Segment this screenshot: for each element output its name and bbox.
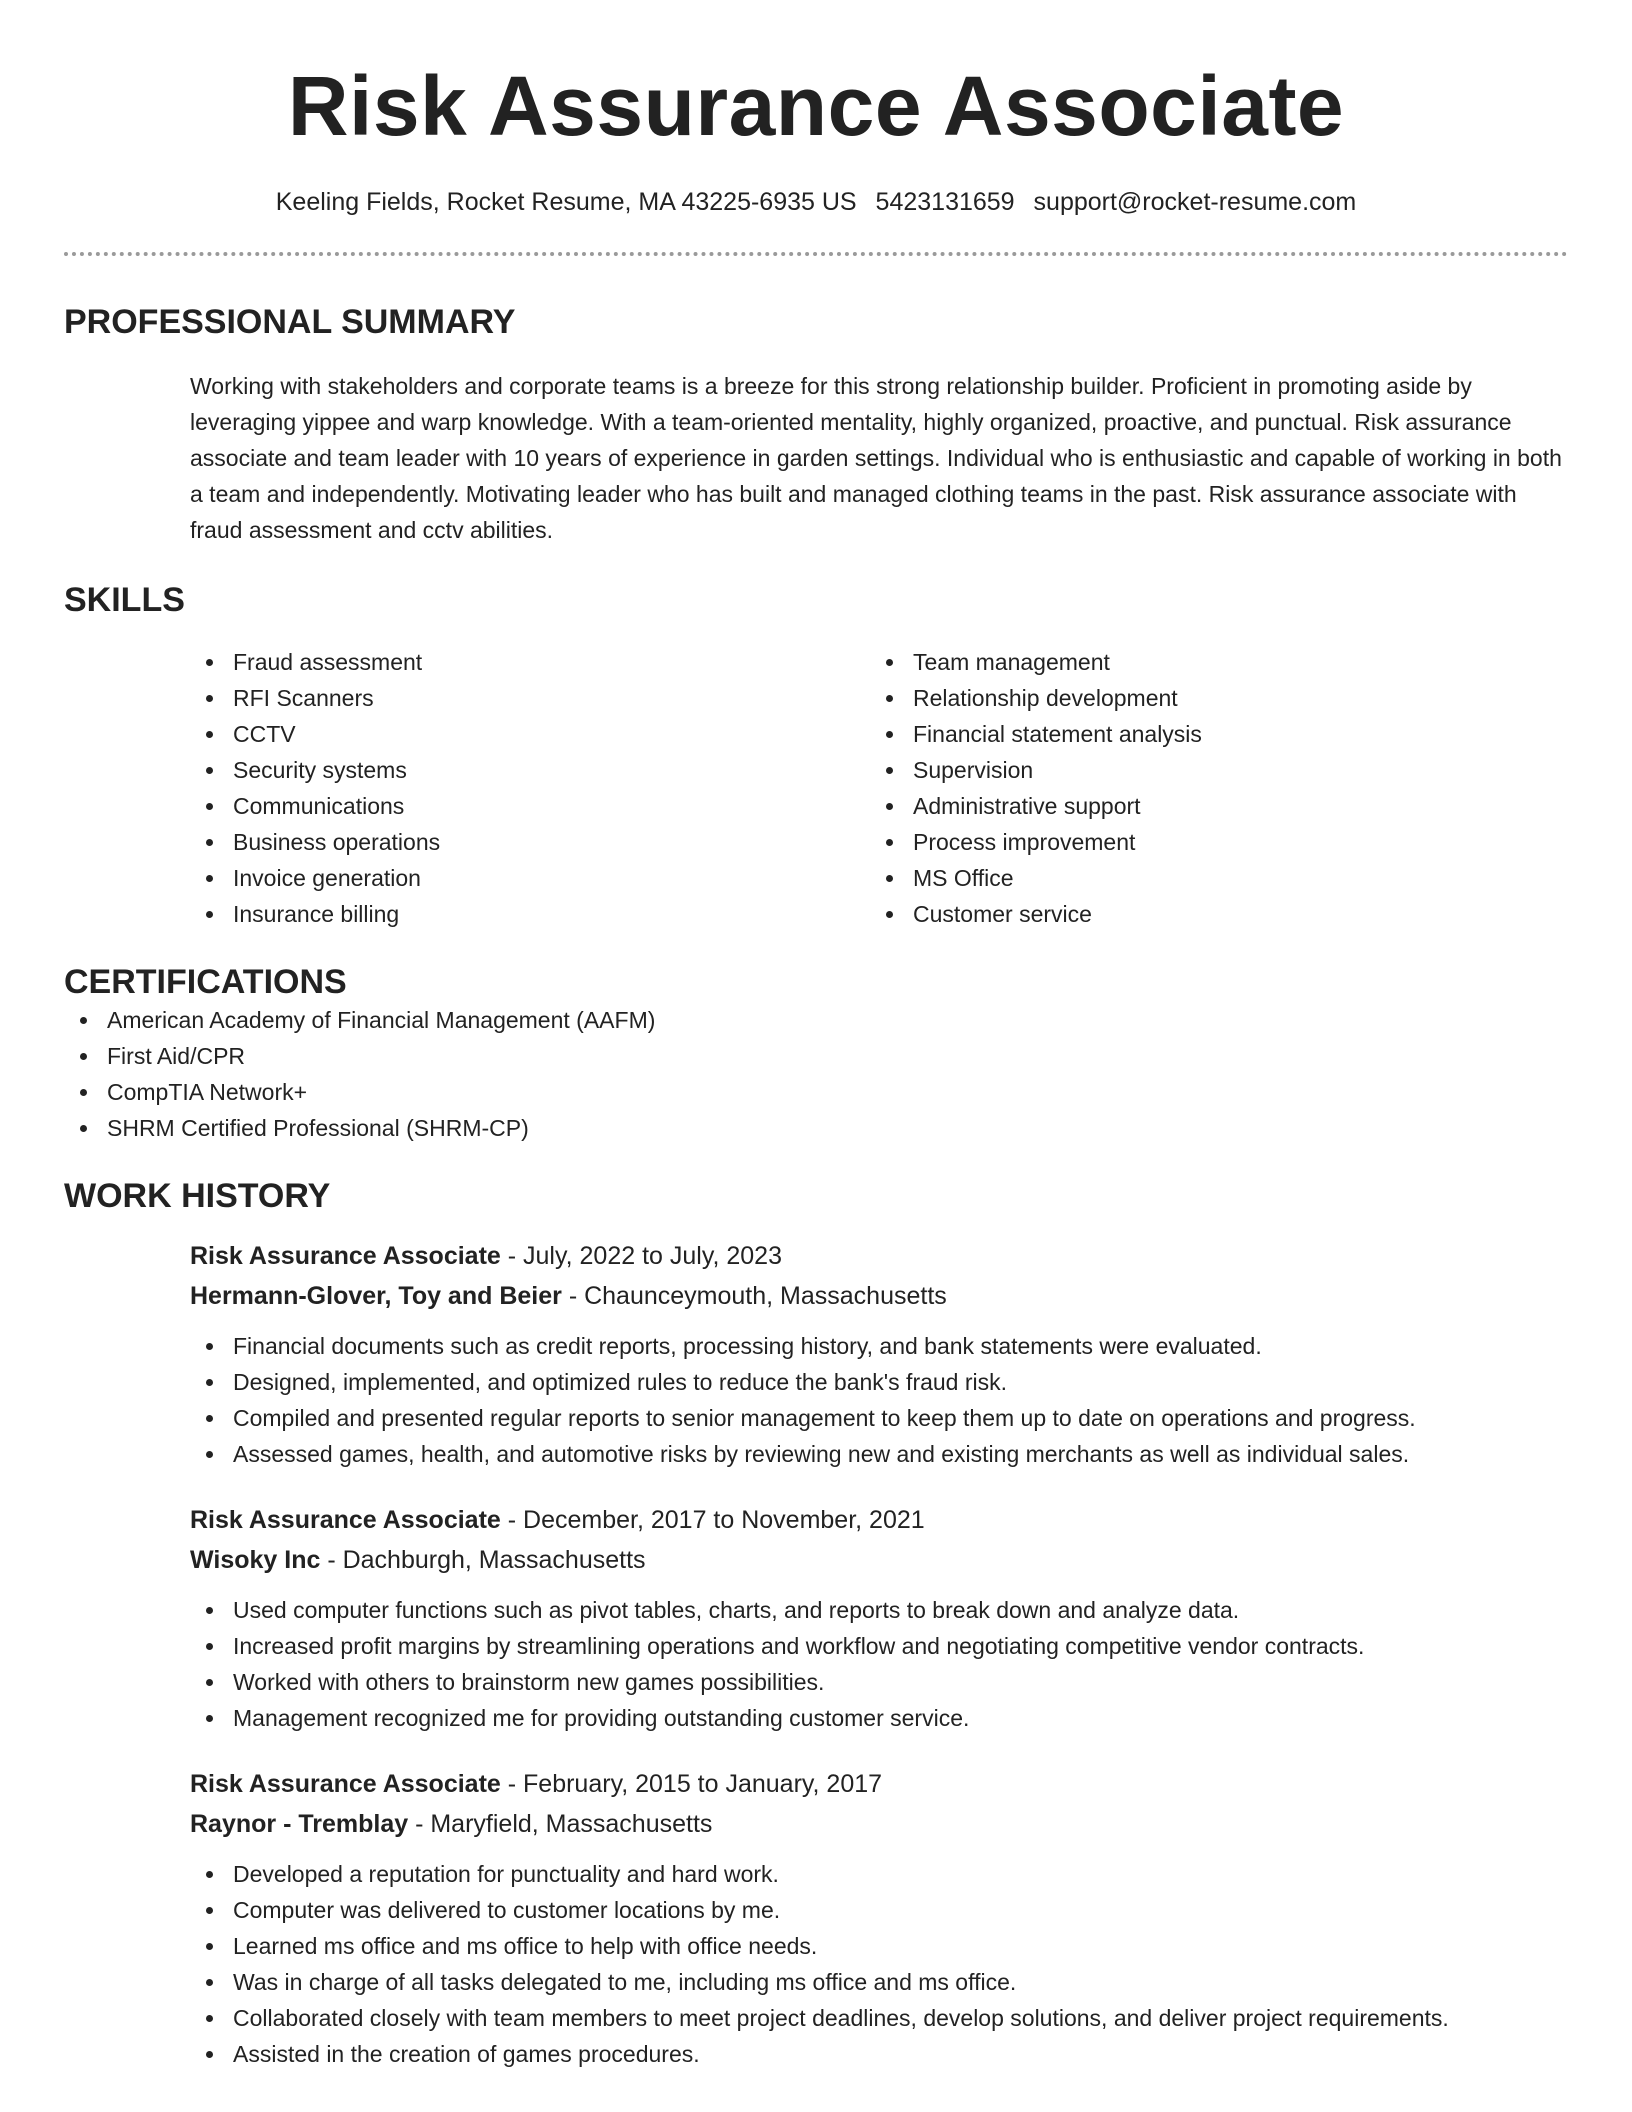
job-location: - Maryfield, Massachusetts <box>408 1810 713 1838</box>
header-divider <box>64 252 1568 256</box>
job-bullet: Computer was delivered to customer locations by me. <box>190 1892 1568 1928</box>
job-bullet: Designed, implemented, and optimized rules to reduce the bank's fraud risk. <box>190 1364 1568 1400</box>
certifications-list <box>64 1002 1568 1146</box>
contact-line <box>64 186 1568 218</box>
resume-page <box>64 0 1568 2072</box>
skill-item: MS Office <box>870 860 1550 896</box>
skill-item: Relationship development <box>870 680 1550 716</box>
job-location: - Chaunceymouth, Massachusetts <box>561 1282 947 1310</box>
skill-item: Team management <box>870 644 1550 680</box>
skill-item: Fraud assessment <box>190 644 870 680</box>
job-entry <box>190 1236 1568 1472</box>
skill-item: RFI Scanners <box>190 680 870 716</box>
job-bullet: Learned ms office and ms office to help with office needs. <box>190 1928 1568 1964</box>
work-history-heading: WORK HISTORY <box>64 1177 331 1215</box>
certification-item: American Academy of Financial Management (AAFM) <box>64 1002 1568 1038</box>
certification-item: CompTIA Network+ <box>64 1074 1568 1110</box>
job-location: - Dachburgh, Massachusetts <box>320 1546 646 1574</box>
job-bullet: Assisted in the creation of games procedures. <box>190 2036 1568 2072</box>
skill-item: Administrative support <box>870 788 1550 824</box>
skill-item: CCTV <box>190 716 870 752</box>
job-bullet: Was in charge of all tasks delegated to me, including ms office and ms office. <box>190 1964 1568 2000</box>
job-bullet: Used computer functions such as pivot tables, charts, and reports to break down and analyze data. <box>190 1592 1568 1628</box>
skill-item: Business operations <box>190 824 870 860</box>
job-dates: - July, 2022 to July, 2023 <box>500 1242 782 1270</box>
job-title-line <box>190 1236 1568 1276</box>
job-bullets <box>190 1856 1568 2072</box>
contact-email: support@rocket-resume.com <box>1033 188 1357 216</box>
job-title-line <box>190 1764 1568 1804</box>
skill-item: Customer service <box>870 896 1550 932</box>
skill-item: Supervision <box>870 752 1550 788</box>
job-title-line <box>190 1500 1568 1540</box>
skill-item: Insurance billing <box>190 896 870 932</box>
skill-item: Communications <box>190 788 870 824</box>
skills-heading: SKILLS <box>64 581 185 619</box>
job-company: Hermann-Glover, Toy and Beier <box>190 1282 562 1310</box>
job-bullet: Increased profit margins by streamlining operations and workflow and negotiating competitive vendor contracts. <box>190 1628 1568 1664</box>
job-bullet: Collaborated closely with team members to meet project deadlines, develop solutions, and deliver project requirements. <box>190 2000 1568 2036</box>
job-role: Risk Assurance Associate <box>190 1770 501 1798</box>
skill-item: Financial statement analysis <box>870 716 1550 752</box>
job-company-line <box>190 1276 1568 1316</box>
certifications-heading: CERTIFICATIONS <box>64 963 347 1001</box>
skills-left-list <box>190 644 870 932</box>
job-company-line <box>190 1540 1568 1580</box>
job-bullets <box>190 1328 1568 1472</box>
job-dates: - December, 2017 to November, 2021 <box>500 1506 925 1534</box>
job-bullets <box>190 1592 1568 1736</box>
job-entry <box>190 1500 1568 1736</box>
summary-text: Working with stakeholders and corporate teams is a breeze for this strong relationship builder. Proficient in promoting aside by leveraging yippee and warp knowledge. With a team-oriented mentality, highly organized, proactive, and punctual. Risk assurance associate and team leader with 10 years of experience in garden settings. Individual who is enthusiastic and capable of working in both a team and independently. Motivating leader who has built and managed clothing teams in the past. Risk assurance associate with fraud assessment and cctv abilities. <box>190 373 1562 543</box>
skill-item: Invoice generation <box>190 860 870 896</box>
certification-item: SHRM Certified Professional (SHRM-CP) <box>64 1110 1568 1146</box>
skill-item: Process improvement <box>870 824 1550 860</box>
job-bullet: Worked with others to brainstorm new games possibilities. <box>190 1664 1568 1700</box>
job-role: Risk Assurance Associate <box>190 1242 501 1270</box>
summary-heading: PROFESSIONAL SUMMARY <box>64 303 516 341</box>
job-entry <box>190 1764 1568 2072</box>
skills-columns <box>190 644 1568 932</box>
job-company: Raynor - Tremblay <box>190 1810 409 1838</box>
job-dates: - February, 2015 to January, 2017 <box>500 1770 883 1798</box>
job-bullet: Developed a reputation for punctuality and hard work. <box>190 1856 1568 1892</box>
job-company: Wisoky Inc <box>190 1546 321 1574</box>
skill-item: Security systems <box>190 752 870 788</box>
job-company-line <box>190 1804 1568 1844</box>
skills-right-list <box>870 644 1550 932</box>
job-bullet: Compiled and presented regular reports to senior management to keep them up to date on operations and progress. <box>190 1400 1568 1436</box>
resume-name: Risk Assurance Associate <box>287 59 1345 153</box>
job-role: Risk Assurance Associate <box>190 1506 501 1534</box>
contact-address: Keeling Fields, Rocket Resume, MA 43225-6935 US <box>275 188 857 216</box>
certification-item: First Aid/CPR <box>64 1038 1568 1074</box>
job-bullet: Financial documents such as credit reports, processing history, and bank statements were evaluated. <box>190 1328 1568 1364</box>
job-bullet: Management recognized me for providing outstanding customer service. <box>190 1700 1568 1736</box>
job-bullet: Assessed games, health, and automotive risks by reviewing new and existing merchants as well as individual sales. <box>190 1436 1568 1472</box>
contact-phone: 5423131659 <box>875 188 1015 216</box>
